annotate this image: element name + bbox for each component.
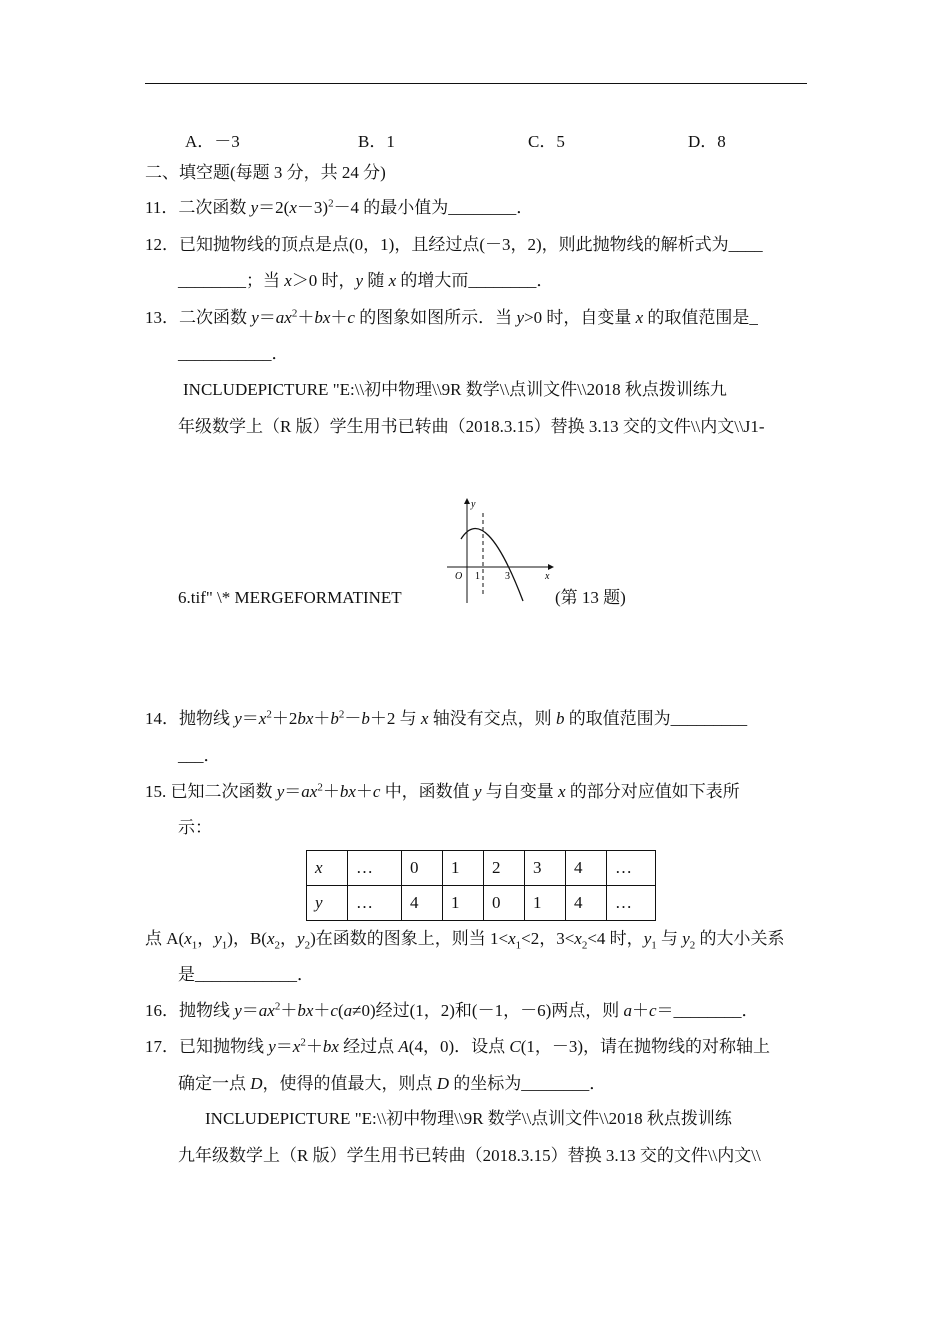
tick-label-3: 3 (505, 571, 510, 582)
table-cell: 0 (484, 886, 525, 921)
option-b: B．1 (358, 132, 395, 151)
question-17-line-1: 17．已知抛物线 $y=x^2+bx$ 经过点 A(4，0)．设点 C(1，－3)，请在抛物线的对称轴上 (145, 1036, 771, 1056)
question-17-line-2: 确定一点 D，使得的值最大，则点 D 的坐标为________． (178, 1074, 607, 1093)
table-cell: x (307, 851, 348, 886)
tick-label-1: 1 (475, 571, 480, 582)
question-15-line-4: 是____________． (178, 965, 314, 984)
table-cell: y (307, 886, 348, 921)
question-15-line-3: 点 $A(x_1$，$y_1$)，$B(x_2$，$y_2$)在函数的图象上，则当 $1<x_1<2$，$3<x_2<4$ 时，$y_1$ 与 $y_2$ 的大小关系 (145, 929, 785, 952)
table-cell: 1 (443, 886, 484, 921)
table-cell: 4 (402, 886, 443, 921)
table-cell: … (607, 886, 656, 921)
header-rule (145, 83, 807, 84)
includepicture-field-2b: 九年级数学上（R 版）学生用书已转曲（2018.3.15）替换 3.13 交的文件\\内文\\ (178, 1146, 761, 1165)
origin-label: O (455, 571, 463, 582)
y-axis-label: y (471, 499, 476, 510)
figure-caption: (第 13 题) (555, 588, 626, 607)
question-16: 16．抛物线 $y=ax^2+bx+c(a\ne 0)$经过(1，2)和(－1，－6)两点，则 a＋c＝________． (145, 1000, 759, 1020)
question-11: 11．二次函数 $y=2(x-3)^2-4$ 的最小值为________． (145, 197, 534, 217)
includepicture-field-2a: INCLUDEPICTURE "E:\\初中物理\\9R 数学\\点训文件\\2018 秋点拨训练 (205, 1109, 732, 1128)
x-axis-label: x (545, 571, 550, 582)
includepicture-field-1b: 年级数学上（R 版）学生用书已转曲（2018.3.15）替换 3.13 交的文件\\内文\\J1- (178, 417, 765, 436)
includepicture-field-1a: INCLUDEPICTURE "E:\\初中物理\\9R 数学\\点训文件\\2018 秋点拨训练九 (183, 380, 727, 399)
table-row-y (307, 886, 656, 921)
question-12-line-2: ________；当 x＞0 时，y 随 x 的增大而________． (178, 271, 554, 290)
question-13-line-2: ___________． (178, 344, 289, 363)
question-15-line-1: 15. 已知二次函数 $y=ax^2+bx+c$ 中，函数值 y 与自变量 x 的部分对应值如下表所 (145, 781, 740, 801)
option-a: A．－3 (185, 132, 240, 151)
question-12-line-1: 12．已知抛物线的顶点是点(0，1)，且经过点(－3，2)，则此抛物线的解析式为____ (145, 235, 763, 254)
table-row-x (307, 851, 656, 886)
question-15-line-2: 示： (178, 818, 212, 837)
table-cell: 4 (566, 886, 607, 921)
parabola-graph (445, 493, 563, 605)
table-cell: … (607, 851, 656, 886)
includepicture-field-1c: 6.tif" \* MERGEFORMATINET (178, 588, 402, 607)
option-c: C．5 (528, 132, 565, 151)
table-cell: 4 (566, 851, 607, 886)
table-cell: 2 (484, 851, 525, 886)
question-14-line-2: ___． (178, 746, 221, 765)
table-cell: 1 (525, 886, 566, 921)
table-cell: 1 (443, 851, 484, 886)
table-cell: … (348, 886, 402, 921)
question-14-line-1: 14．抛物线 $y=x^2+2bx+b^2-b+2$ 与 x 轴没有交点，则 b 的取值范围为_________ (145, 708, 748, 728)
parabola-curve (461, 529, 523, 601)
section-header: 二、填空题(每题 3 分，共 24 分) (145, 163, 386, 182)
option-d: D．8 (688, 132, 726, 151)
question-13-line-1: 13．二次函数 $y=ax^2+bx+c$ 的图象如图所示．当 y>0 时，自变量 x 的取值范围是_ (145, 307, 758, 327)
table-cell: 3 (525, 851, 566, 886)
table-cell: … (348, 851, 402, 886)
value-table (306, 850, 656, 921)
table-cell: 0 (402, 851, 443, 886)
